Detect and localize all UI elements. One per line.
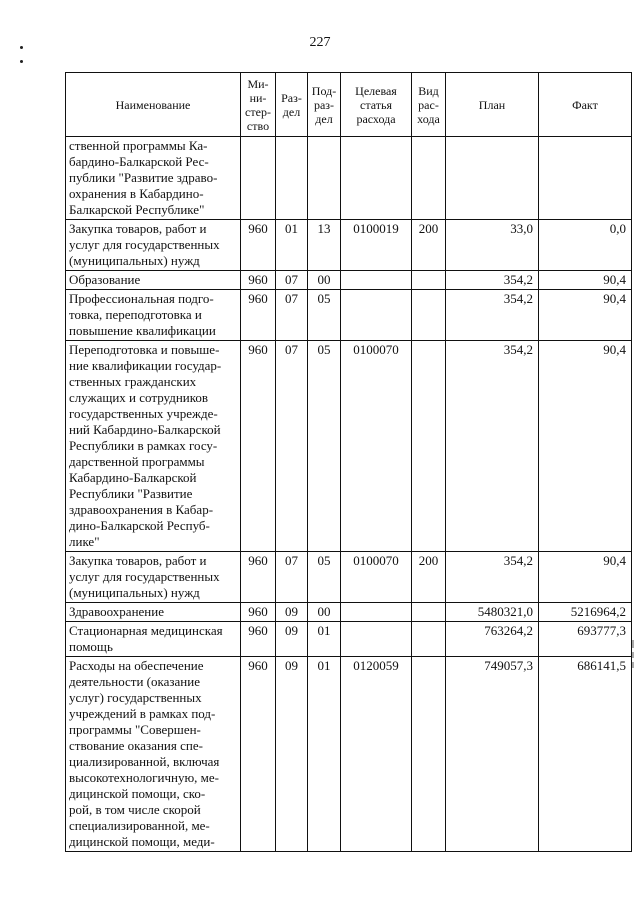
cell-ministry: 960 <box>241 290 276 341</box>
header-ministry: Ми- ни- стер- ство <box>241 73 276 137</box>
bullet-mark <box>20 60 23 63</box>
cell-name: Закупка товаров, работ и услуг для государственных (муниципальных) нужд <box>66 552 241 603</box>
cell-plan: 354,2 <box>446 290 539 341</box>
cell-ministry: 960 <box>241 603 276 622</box>
cell-name: Закупка товаров, работ и услуг для государственных (муниципальных) нужд <box>66 220 241 271</box>
table-row <box>66 657 632 852</box>
cell-subsection: 05 <box>308 552 341 603</box>
edge-mark <box>632 652 634 658</box>
budget-table <box>65 72 632 852</box>
cell-expense-type: 200 <box>412 220 446 271</box>
cell-section: 07 <box>276 341 308 552</box>
edge-mark <box>632 662 634 668</box>
cell-section: 09 <box>276 603 308 622</box>
cell-section: 07 <box>276 552 308 603</box>
cell-plan: 354,2 <box>446 271 539 290</box>
cell-expense-type <box>412 271 446 290</box>
cell-target-item: 0100019 <box>341 220 412 271</box>
cell-target-item <box>341 137 412 220</box>
table-body <box>66 137 632 852</box>
cell-plan <box>446 137 539 220</box>
cell-fact: 686141,5 <box>539 657 632 852</box>
cell-plan: 354,2 <box>446 552 539 603</box>
table-header-row <box>66 73 632 137</box>
cell-fact: 0,0 <box>539 220 632 271</box>
cell-expense-type <box>412 622 446 657</box>
cell-plan: 33,0 <box>446 220 539 271</box>
cell-name: Стационарная медицинская помощь <box>66 622 241 657</box>
table-row <box>66 603 632 622</box>
cell-subsection: 05 <box>308 341 341 552</box>
cell-fact: 90,4 <box>539 290 632 341</box>
cell-ministry: 960 <box>241 552 276 603</box>
header-plan: План <box>446 73 539 137</box>
cell-fact: 90,4 <box>539 341 632 552</box>
cell-subsection: 05 <box>308 290 341 341</box>
cell-name: ственной программы Ка- бардино-Балкарской Рес- публики "Развитие здраво- охранения в Кабардино- Балкарской Республике" <box>66 137 241 220</box>
cell-fact: 90,4 <box>539 271 632 290</box>
cell-plan: 749057,3 <box>446 657 539 852</box>
cell-fact: 90,4 <box>539 552 632 603</box>
cell-expense-type: 200 <box>412 552 446 603</box>
cell-section: 07 <box>276 271 308 290</box>
cell-plan: 354,2 <box>446 341 539 552</box>
cell-subsection <box>308 137 341 220</box>
cell-expense-type <box>412 341 446 552</box>
cell-name: Здравоохранение <box>66 603 241 622</box>
table-row <box>66 552 632 603</box>
cell-target-item <box>341 622 412 657</box>
header-target-item: Целевая статья расхода <box>341 73 412 137</box>
table-row <box>66 137 632 220</box>
cell-subsection: 00 <box>308 603 341 622</box>
cell-expense-type <box>412 290 446 341</box>
cell-expense-type <box>412 603 446 622</box>
cell-subsection: 13 <box>308 220 341 271</box>
cell-target-item: 0120059 <box>341 657 412 852</box>
cell-target-item <box>341 290 412 341</box>
cell-ministry: 960 <box>241 622 276 657</box>
header-subsection: Под- раз- дел <box>308 73 341 137</box>
cell-ministry: 960 <box>241 657 276 852</box>
table-row <box>66 271 632 290</box>
cell-name: Расходы на обеспечение деятельности (оказание услуг) государственных учреждений в рамках под- программы "Совершен- ствование оказания спе- циализированной, включая высокотехнологичную, ме- дицинской помощи, ско- рой, в том числе скорой специализированной, ме- дицинской помощи, меди- <box>66 657 241 852</box>
edge-mark <box>632 640 634 648</box>
cell-name: Образование <box>66 271 241 290</box>
cell-fact: 693777,3 <box>539 622 632 657</box>
header-name: Наименование <box>66 73 241 137</box>
cell-target-item <box>341 271 412 290</box>
cell-section <box>276 137 308 220</box>
cell-ministry: 960 <box>241 220 276 271</box>
table-row <box>66 290 632 341</box>
header-expense-type: Вид рас- хода <box>412 73 446 137</box>
cell-ministry: 960 <box>241 271 276 290</box>
table-row <box>66 341 632 552</box>
cell-ministry: 960 <box>241 341 276 552</box>
cell-subsection: 01 <box>308 622 341 657</box>
cell-plan: 763264,2 <box>446 622 539 657</box>
table-row <box>66 622 632 657</box>
header-fact: Факт <box>539 73 632 137</box>
bullet-mark <box>20 46 23 49</box>
cell-section: 09 <box>276 622 308 657</box>
cell-fact: 5216964,2 <box>539 603 632 622</box>
cell-subsection: 00 <box>308 271 341 290</box>
cell-target-item: 0100070 <box>341 341 412 552</box>
cell-fact <box>539 137 632 220</box>
cell-target-item: 0100070 <box>341 552 412 603</box>
cell-plan: 5480321,0 <box>446 603 539 622</box>
page-number: 227 <box>309 35 331 50</box>
cell-expense-type <box>412 137 446 220</box>
cell-expense-type <box>412 657 446 852</box>
header-section: Раз- дел <box>276 73 308 137</box>
cell-section: 07 <box>276 290 308 341</box>
cell-target-item <box>341 603 412 622</box>
cell-name: Профессиональная подго- товка, переподготовка и повышение квалификации <box>66 290 241 341</box>
cell-subsection: 01 <box>308 657 341 852</box>
table-row <box>66 220 632 271</box>
cell-section: 01 <box>276 220 308 271</box>
cell-ministry <box>241 137 276 220</box>
cell-section: 09 <box>276 657 308 852</box>
cell-name: Переподготовка и повыше- ние квалификации государ- ственных гражданских служащих и сотрудников государственных учрежде- ний Кабардино-Балкарской Республики в рамках госу- дарственной программы Кабардино-Балкарской Республики "Развитие здравоохранения в Кабар- дино-Балкарской Респуб- лике" <box>66 341 241 552</box>
